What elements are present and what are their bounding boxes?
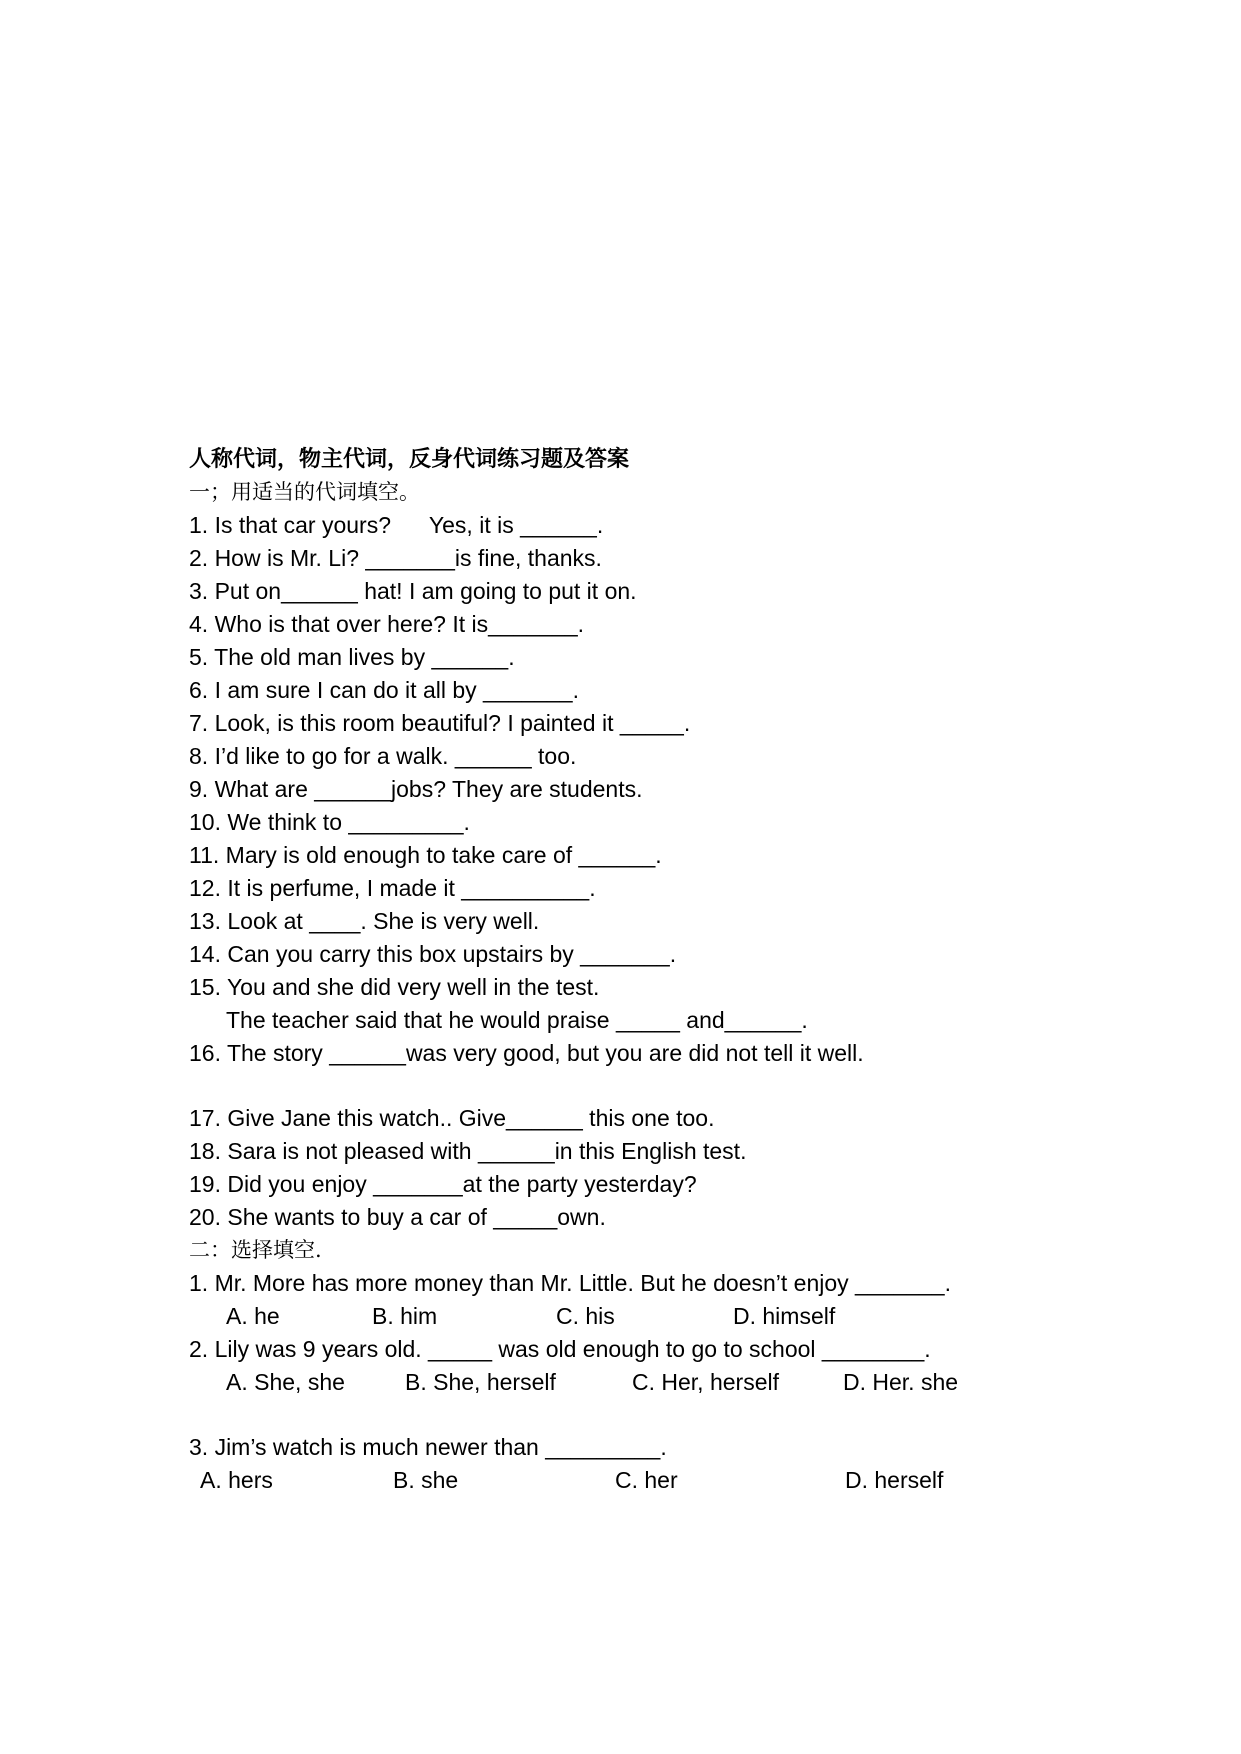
fill-in-item-8: 8. I’d like to go for a walk. ______ too. <box>189 743 577 769</box>
fill-in-item-15: 15. You and she did very well in the test. <box>189 974 600 1000</box>
fill-in-item-6: 6. I am sure I can do it all by _______. <box>189 677 579 703</box>
option-b: B. him <box>372 1303 438 1329</box>
fill-in-item-11: 11. Mary is old enough to take care of ______. <box>189 842 662 868</box>
worksheet-body <box>189 443 1089 1497</box>
option-c: C. his <box>556 1303 615 1329</box>
option-d: D. himself <box>733 1303 836 1329</box>
fill-in-item-7: 7. Look, is this room beautiful? I painted it _____. <box>189 710 691 736</box>
fill-in-item-14: 14. Can you carry this box upstairs by _______. <box>189 941 677 967</box>
option-c: C. her <box>615 1467 678 1493</box>
option-a: A. She, she <box>226 1369 345 1395</box>
fill-in-item-13: 13. Look at ____. She is very well. <box>189 908 540 934</box>
fill-in-item-9: 9. What are ______jobs? They are students. <box>189 776 643 802</box>
fill-in-item-16: 16. The story ______was very good, but you are did not tell it well. <box>189 1040 864 1066</box>
option-d: D. Her. she <box>843 1369 959 1395</box>
fill-in-item-5: 5. The old man lives by ______. <box>189 644 515 670</box>
choice-options-3 <box>189 1464 1089 1497</box>
choice-question-2: 2. Lily was 9 years old. _____ was old enough to go to school ________. <box>189 1336 931 1362</box>
option-d: D. herself <box>845 1467 944 1493</box>
section1-heading: 一；用适当的代词填空。 <box>189 480 420 504</box>
section2-heading: 二：选择填空. <box>189 1238 322 1262</box>
option-a: A. he <box>226 1303 280 1329</box>
option-b: B. She, herself <box>405 1369 556 1395</box>
fill-in-item-4: 4. Who is that over here? It is_______. <box>189 611 585 637</box>
fill-in-item-18: 18. Sara is not pleased with ______in this English test. <box>189 1138 747 1164</box>
choice-question-3: 3. Jim’s watch is much newer than _________. <box>189 1434 667 1460</box>
option-b: B. she <box>393 1467 459 1493</box>
option-a: A. hers <box>200 1467 273 1493</box>
fill-in-item-2: 2. How is Mr. Li? _______is fine, thanks. <box>189 545 602 571</box>
choice-options-1 <box>189 1300 1089 1333</box>
fill-in-item-1: 1. Is that car yours? Yes, it is ______. <box>189 512 604 538</box>
fill-in-item-10: 10. We think to _________. <box>189 809 470 835</box>
fill-in-item-20: 20. She wants to buy a car of _____own. <box>189 1204 606 1230</box>
choice-question-1: 1. Mr. More has more money than Mr. Little. But he doesn’t enjoy _______. <box>189 1270 951 1296</box>
fill-in-item-12: 12. It is perfume, I made it __________. <box>189 875 596 901</box>
fill-in-item-17: 17. Give Jane this watch.. Give______ this one too. <box>189 1105 715 1131</box>
fill-in-item-19: 19. Did you enjoy _______at the party yesterday? <box>189 1171 697 1197</box>
option-c: C. Her, herself <box>632 1369 779 1395</box>
fill-in-item-15-continuation: The teacher said that he would praise _____ and______. <box>226 1007 808 1033</box>
choice-options-2 <box>189 1366 1089 1399</box>
fill-in-item-3: 3. Put on______ hat! I am going to put it on. <box>189 578 637 604</box>
worksheet-title: 人称代词，物主代词，反身代词练习题及答案 <box>189 446 630 472</box>
